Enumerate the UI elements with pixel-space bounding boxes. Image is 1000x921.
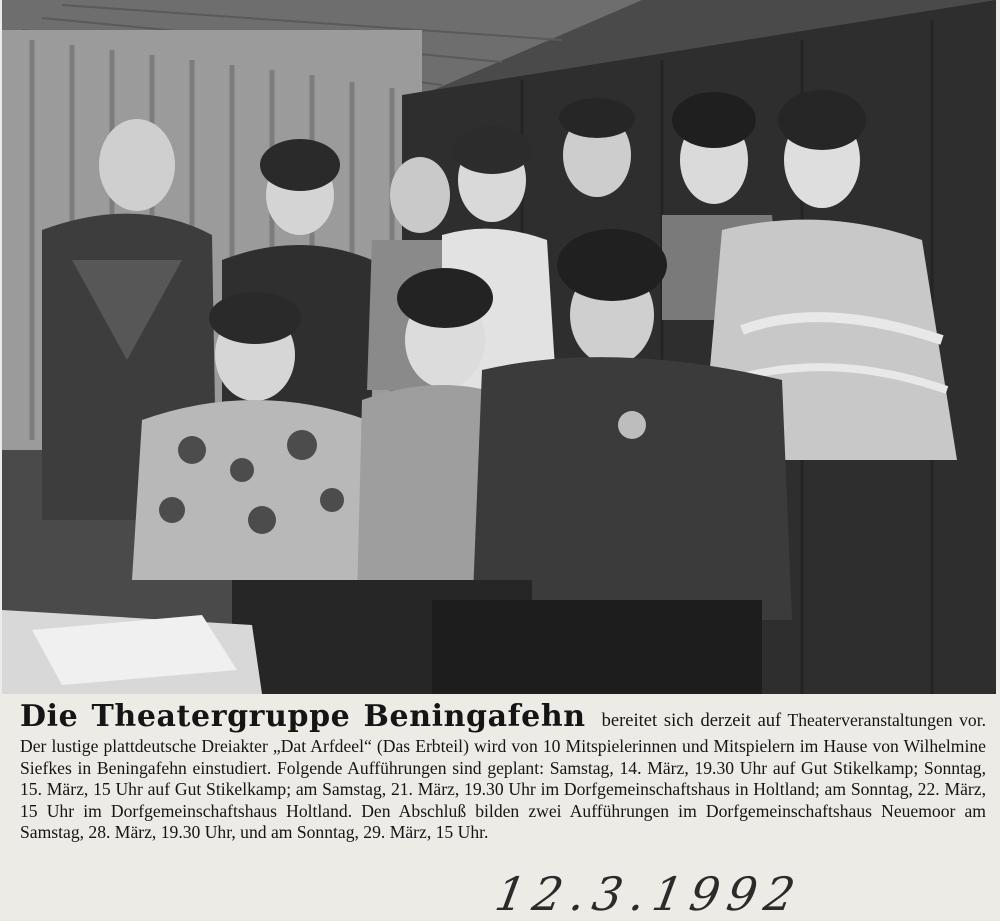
article-lead: bereitet sich derzeit auf bbox=[601, 711, 782, 731]
article-body: Theaterveranstaltungen vor. Der lustige plattdeutsche Dreiakter „Dat Arfdeel“ (Das Erbteil) wird von 10 Mitspielerinnen und Mitspielern im Hause von Wilhelmine Siefkes in Beningafehn einstudiert. Folgende Aufführungen sind geplant: Samstag, 14. März, 19.30 Uhr auf Gut Stikelkamp; Sonntag, 15. März, 15 Uhr auf Gut Stikelkamp; am Samstag, 21. März, 19.30 Uhr im Dorfgemeinschaftshaus in Holtland; am Sonntag, 22. März, 15 Uhr im Dorfgemeinschaftshaus Holtland. Den Abschluß bilden zwei Aufführungen im Dorfgemeinschaftshaus Neuemoor am Samstag, 28. März, 19.30 Uhr, und am Sonntag, 29. März, 15 Uhr. bbox=[20, 710, 986, 842]
article-headline: Die Theatergruppe Beningafehn bbox=[20, 699, 586, 734]
article-caption bbox=[20, 698, 986, 844]
group-photo-illustration bbox=[2, 0, 996, 694]
group-photo bbox=[2, 0, 996, 694]
handwritten-date: 12.3.1992 bbox=[491, 867, 807, 921]
